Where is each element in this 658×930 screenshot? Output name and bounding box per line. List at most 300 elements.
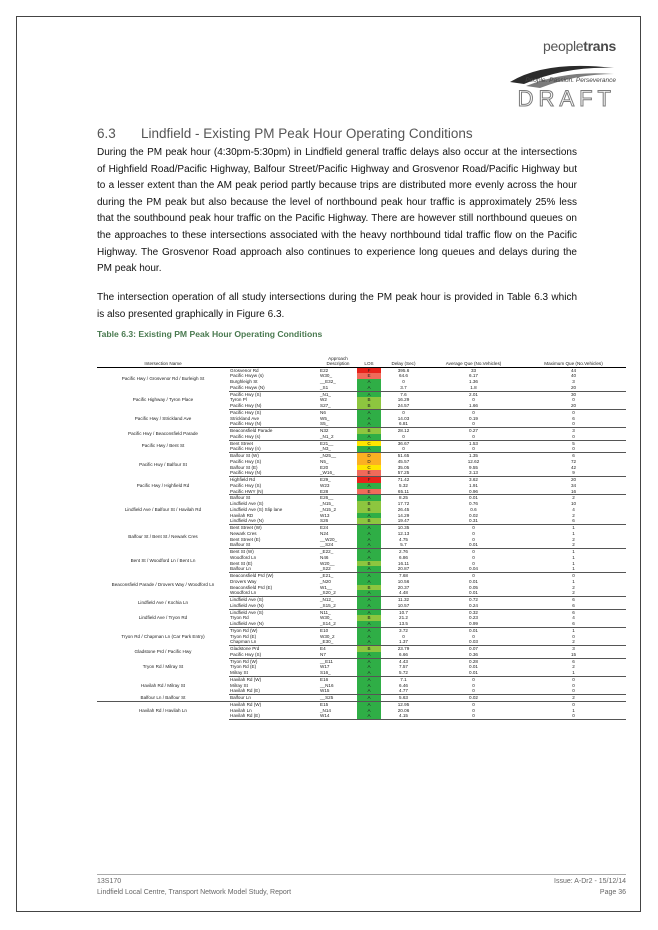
intersection-name: Havilah Rd / Milray St xyxy=(140,682,186,688)
delay-value: 6.81 xyxy=(381,421,426,427)
avg-queue-value: 1.53 xyxy=(469,440,478,446)
intersection-group xyxy=(97,525,626,549)
delay-value: 7.6 xyxy=(400,391,407,397)
approach-code: W17 xyxy=(320,664,330,670)
intersection-name: Bent St / Woodford Ln / Bent Ln xyxy=(130,557,196,563)
intersection-name: Balfour Ln / Balfour St xyxy=(97,695,229,702)
delay-value: 45.57 xyxy=(397,458,410,464)
max-queue-value: 0 xyxy=(572,682,575,688)
approach-code: W14 xyxy=(319,713,357,719)
approach-name: Woodford Ln xyxy=(230,554,257,560)
max-queue-value: 6 xyxy=(572,658,575,664)
approach-code: W15 xyxy=(319,688,357,694)
intersection-group xyxy=(97,549,626,573)
los-cell: A xyxy=(357,531,381,537)
max-queue-value: 0 xyxy=(521,421,626,427)
max-queue-value: 2 xyxy=(572,512,575,518)
avg-queue-value: 3.13 xyxy=(426,470,521,476)
los-cell: A xyxy=(357,676,381,682)
intersection-group xyxy=(97,701,626,719)
approach-code: _W16_ xyxy=(319,470,357,476)
avg-queue-value: 0 xyxy=(426,688,521,694)
intersection-name: Pacific Highway / Tyron Place xyxy=(132,397,194,403)
max-queue-value: 10 xyxy=(570,501,577,507)
approach-code: __E32_ xyxy=(320,379,336,385)
approach-name: Tryon Rd (W) xyxy=(230,658,258,664)
approach-name: Havilah RD xyxy=(230,512,254,518)
avg-queue-value: 0.04 xyxy=(426,566,521,572)
delay-value: 64.6 xyxy=(399,373,408,379)
approach-code: N46 xyxy=(320,554,329,560)
delay-value: 12.95 xyxy=(397,701,410,707)
avg-queue-value: 0.23 xyxy=(469,615,478,621)
max-queue-value: 16 xyxy=(521,489,626,495)
approach-name: Pacific Hwy (S) xyxy=(230,458,262,464)
los-cell: B xyxy=(357,397,381,403)
avg-queue-value: 0.28 xyxy=(469,658,478,664)
los-cell: A xyxy=(357,434,381,440)
delay-value: 36.67 xyxy=(397,440,410,446)
approach-name: Tryon Rd xyxy=(230,615,249,621)
delay-value: 17.72 xyxy=(397,501,410,507)
approach-name: Pacific Hwy (N) xyxy=(229,403,319,409)
los-cell: B xyxy=(357,403,381,409)
avg-queue-value: 0 xyxy=(426,713,521,719)
delay-value: 14.29 xyxy=(397,512,410,518)
avg-queue-value: 1.36 xyxy=(469,379,478,385)
los-cell: B xyxy=(357,646,381,652)
avg-queue-value: 0 xyxy=(472,549,475,555)
max-queue-value: 34 xyxy=(570,482,577,488)
delay-value: 10.56 xyxy=(397,578,410,584)
delay-value: 57.25 xyxy=(381,470,426,476)
header-delay: Delay (Sec) xyxy=(381,343,426,367)
los-cell: A xyxy=(357,495,381,501)
avg-queue-value: 0.32 xyxy=(469,609,478,615)
intersection-group xyxy=(97,477,626,495)
intersection-name: Lindfield Ave / Tryon Rd xyxy=(138,615,188,621)
los-cell: A xyxy=(357,590,381,596)
section-number: 6.3 xyxy=(97,126,116,141)
approach-code: _N15_ xyxy=(320,501,334,507)
delay-value: 4.43 xyxy=(399,658,408,664)
approach-code: N11_ xyxy=(320,609,331,615)
approach-code: E24 xyxy=(320,525,329,531)
approach-code: W2 xyxy=(320,397,327,403)
los-cell: C xyxy=(357,440,381,446)
approach-code: _S20_2 xyxy=(319,590,357,596)
los-cell: B xyxy=(357,615,381,621)
max-queue-value: 1 xyxy=(572,530,575,536)
max-queue-value: 0 xyxy=(521,434,626,440)
avg-queue-value: 0.27 xyxy=(469,428,478,434)
avg-queue-value: 12.62 xyxy=(467,458,480,464)
delay-value: 10.35 xyxy=(397,525,410,531)
avg-queue-value: 0 xyxy=(472,409,475,415)
los-cell: A xyxy=(357,664,381,670)
footer-report-title: Lindfield Local Centre, Transport Network Model Study, Report xyxy=(97,889,292,896)
avg-queue-value: 0 xyxy=(472,397,475,403)
los-cell: A xyxy=(357,379,381,385)
approach-name: Lindfield Ave (N) xyxy=(229,603,319,609)
max-queue-value: 0 xyxy=(572,676,575,682)
approach-name: Pacific Hwyw (s) xyxy=(230,373,264,379)
delay-value: 5.32 xyxy=(399,482,408,488)
avg-queue-value: 0 xyxy=(426,434,521,440)
approach-name: Tryon Rd (W) xyxy=(230,627,258,633)
los-cell: B xyxy=(357,561,381,567)
approach-name: Grosvenor Rd xyxy=(230,367,259,373)
delay-value: 3.7 xyxy=(381,385,426,391)
body-paragraph: The intersection operation of all study intersections during the PM peak hour is provided in Table 6.3 which is also presented graphically in Figure 6.3. xyxy=(97,292,577,320)
delay-value: 20.87 xyxy=(381,566,426,572)
delay-value: 7.57 xyxy=(399,664,408,670)
max-queue-value: 40 xyxy=(570,373,577,379)
los-cell: E xyxy=(357,489,381,495)
footer-divider xyxy=(97,874,626,875)
max-queue-value: 2 xyxy=(572,664,575,670)
intersection-group xyxy=(97,627,626,645)
approach-code: _N1_ xyxy=(320,391,331,397)
approach-name: Tyron Pl xyxy=(230,397,247,403)
los-cell: A xyxy=(357,621,381,627)
max-queue-value: 6 xyxy=(521,603,626,609)
approach-name: Beaconsfield Prd (E) xyxy=(230,584,273,590)
approach-code: _N25__ xyxy=(320,453,337,459)
avg-queue-value: 0.01 xyxy=(469,664,478,670)
header-avg-queue: Average Que (No.Vehicles) xyxy=(426,343,521,367)
approach-name: Havilah Rd (W) xyxy=(230,701,262,707)
approach-name: Milray St xyxy=(230,682,248,688)
approach-code: E20 xyxy=(320,464,329,470)
table-caption: Table 6.3: Existing PM Peak Hour Operating Conditions xyxy=(97,329,323,339)
max-queue-value: 0 xyxy=(572,573,575,579)
avg-queue-value: 0 xyxy=(472,536,475,542)
delay-value: 5.7 xyxy=(381,542,426,548)
intersection-group xyxy=(97,676,626,694)
section-heading xyxy=(97,126,473,141)
los-cell: A xyxy=(357,713,381,719)
intersection-group xyxy=(97,597,626,610)
avg-queue-value: 0.6 xyxy=(470,506,477,512)
approach-code: E15 xyxy=(320,701,329,707)
approach-name: Pacific Hwy (s) xyxy=(229,434,319,440)
avg-queue-value: 0.05 xyxy=(469,584,478,590)
delay-value: 65.11 xyxy=(381,489,426,495)
avg-queue-value: 0.01 xyxy=(426,670,521,676)
approach-code: _N20 xyxy=(320,578,331,584)
max-queue-value: 1 xyxy=(521,566,626,572)
avg-queue-value: 0 xyxy=(472,633,475,639)
logo-wordmark: peopletrans xyxy=(543,38,616,54)
approach-name: Havilah Ln xyxy=(230,707,252,713)
intersection-name: Tryon Rd / Milray St xyxy=(142,664,184,670)
avg-queue-value: 0.01 xyxy=(426,590,521,596)
avg-queue-value: 6.17 xyxy=(469,373,478,379)
delay-value: 10.7 xyxy=(399,609,408,615)
approach-name: Balfour Ln xyxy=(229,566,319,572)
los-cell: A xyxy=(357,391,381,397)
intersection-name: Beaconsfield Parade / Drovers Way / Woodford Ln xyxy=(111,581,215,587)
max-queue-value: 2 xyxy=(572,536,575,542)
max-queue-value: 4 xyxy=(572,506,575,512)
delay-value: 16.29 xyxy=(397,397,410,403)
max-queue-value: 2 xyxy=(521,542,626,548)
approach-name: Lindfield Ave (N) xyxy=(229,518,319,524)
section-title: Lindfield - Existing PM Peak Hour Operating Conditions xyxy=(141,126,473,141)
approach-code: _S22 xyxy=(319,566,357,572)
delay-value: 6.66 xyxy=(381,652,426,658)
intersection-group xyxy=(97,428,626,441)
max-queue-value: 2 xyxy=(521,639,626,645)
delay-value: 26.45 xyxy=(397,506,410,512)
approach-code: N5_ xyxy=(320,458,329,464)
delay-value: 5.72 xyxy=(381,670,426,676)
delay-value: 13.5 xyxy=(381,621,426,627)
intersection-name: Havilah Rd / Havilah Ln xyxy=(138,707,187,713)
approach-name: Tryon Rd (E) xyxy=(230,633,257,639)
avg-queue-value: 0.03 xyxy=(426,639,521,645)
approach-code: _N1_2 xyxy=(319,434,357,440)
header-approach: Approach Description xyxy=(319,343,357,367)
avg-queue-value: 0 xyxy=(472,682,475,688)
approach-code: N7 xyxy=(319,652,357,658)
approach-name: Milray St xyxy=(229,670,319,676)
los-cell: A xyxy=(357,695,381,702)
avg-queue-value: 33 xyxy=(470,367,477,373)
avg-queue-value: 1.91 xyxy=(469,482,478,488)
approach-code: W1__ xyxy=(320,584,333,590)
los-cell: A xyxy=(357,566,381,572)
max-queue-value: 1 xyxy=(521,670,626,676)
max-queue-value: 2 xyxy=(521,695,626,702)
approach-name: Highfield Rd xyxy=(230,477,256,483)
los-cell: A xyxy=(357,603,381,609)
footer-issue: Issue: A-Dr2 - 15/12/14 xyxy=(554,878,626,885)
delay-value: 4.15 xyxy=(381,713,426,719)
approach-name: Balfour St (W) xyxy=(230,453,259,459)
delay-value: 16.11 xyxy=(397,560,410,566)
max-queue-value: 1 xyxy=(572,560,575,566)
intersection-name: Balfour St / Bent St / Newark Cres xyxy=(128,533,198,539)
approach-name: Pacific Hwy (N) xyxy=(229,470,319,476)
avg-queue-value: 0.19 xyxy=(469,415,478,421)
los-cell: C xyxy=(357,465,381,471)
los-cell: A xyxy=(357,688,381,694)
footer-project-code: 13S170 xyxy=(97,878,122,885)
approach-code: E22 xyxy=(320,367,329,373)
delay-value: 11.32 xyxy=(397,597,410,603)
approach-name: Pacific Hwy (S) xyxy=(230,391,262,397)
approach-name: Balfour St xyxy=(230,495,251,501)
avg-queue-value: 0.01 xyxy=(469,495,478,501)
max-queue-value: 6 xyxy=(521,518,626,524)
max-queue-value: 20 xyxy=(570,477,577,483)
approach-name: Bent St (E) xyxy=(230,560,253,566)
avg-queue-value: 0 xyxy=(426,446,521,452)
max-queue-value: 0 xyxy=(521,713,626,719)
los-cell: A xyxy=(357,525,381,531)
max-queue-value: 6 xyxy=(572,597,575,603)
max-queue-value: 0 xyxy=(572,397,575,403)
intersection-group xyxy=(97,609,626,627)
approach-name: Tryon Rd (E) xyxy=(230,664,257,670)
avg-queue-value: 1.35 xyxy=(469,453,478,459)
intersection-group xyxy=(97,391,626,409)
approach-name: Balfour St (E) xyxy=(230,464,258,470)
max-queue-value: 44 xyxy=(570,367,577,373)
approach-name: Lindfield Ave (S) xyxy=(230,597,264,603)
delay-value: 6.86 xyxy=(399,554,408,560)
approach-name: Havilah Rd (E) xyxy=(229,713,319,719)
avg-queue-value: 9.55 xyxy=(469,464,478,470)
delay-value: 20.06 xyxy=(397,707,410,713)
avg-queue-value: 0.36 xyxy=(426,652,521,658)
approach-code: _E30_ xyxy=(319,639,357,645)
los-cell: F xyxy=(357,477,381,483)
max-queue-value: 1 xyxy=(572,554,575,560)
max-queue-value: 2 xyxy=(572,584,575,590)
delay-value: 7.1 xyxy=(400,676,407,682)
los-cell: A xyxy=(357,683,381,689)
approach-name: Gladstone Prd xyxy=(230,646,260,652)
los-cell: A xyxy=(357,409,381,415)
avg-queue-value: 1.66 xyxy=(426,403,521,409)
avg-queue-value: 0.72 xyxy=(469,597,478,603)
delay-value: 19.47 xyxy=(381,518,426,524)
los-cell: A xyxy=(357,639,381,645)
avg-queue-value: 0.01 xyxy=(426,542,521,548)
max-queue-value: 0 xyxy=(572,409,575,415)
max-queue-value: 2 xyxy=(572,495,575,501)
los-cell: A xyxy=(357,652,381,658)
intersection-name: Pacific Hwy / Grosvenor Rd / Burleigh St xyxy=(121,376,205,382)
los-cell: A xyxy=(357,658,381,664)
max-queue-value: 6 xyxy=(572,609,575,615)
delay-value: 7.68 xyxy=(399,573,408,579)
approach-code: _S14_2 xyxy=(319,621,357,627)
approach-name: Havilah Rd (W) xyxy=(230,676,262,682)
los-cell: A xyxy=(357,513,381,519)
avg-queue-value: 0 xyxy=(472,560,475,566)
los-cell: A xyxy=(357,537,381,543)
avg-queue-value: 1.8 xyxy=(426,385,521,391)
los-cell: A xyxy=(357,609,381,615)
approach-code: _S15_2 xyxy=(319,603,357,609)
header-intersection: Intersection Name xyxy=(97,343,229,367)
approach-code: __S24 xyxy=(319,542,357,548)
delay-value: 71.42 xyxy=(397,477,410,483)
los-cell: D xyxy=(357,459,381,465)
approach-code: S5_ xyxy=(319,421,357,427)
delay-value: 0 xyxy=(402,379,405,385)
los-cell: A xyxy=(357,627,381,633)
delay-value: 23.79 xyxy=(397,646,410,652)
max-queue-value: 4 xyxy=(572,615,575,621)
approach-code: E21__ xyxy=(320,440,334,446)
footer-page-number: Page 36 xyxy=(599,889,626,896)
approach-code: _N12_ xyxy=(320,597,334,603)
delay-value: 0 xyxy=(381,446,426,452)
delay-value: 28.12 xyxy=(397,428,410,434)
los-cell: A xyxy=(357,579,381,585)
approach-name: Beaconsfield Prd (W) xyxy=(230,573,274,579)
max-queue-value: 9 xyxy=(521,470,626,476)
delay-value: 51.65 xyxy=(397,453,410,459)
delay-value: 4.75 xyxy=(399,536,408,542)
delay-value: 8.25 xyxy=(399,495,408,501)
max-queue-value: 6 xyxy=(572,415,575,421)
los-cell: A xyxy=(357,483,381,489)
approach-name: Havilah Rd (E) xyxy=(229,688,319,694)
approach-code: E16 xyxy=(320,676,329,682)
approach-name: Pacific Hwy (S) xyxy=(229,652,319,658)
operating-conditions-table xyxy=(97,343,626,720)
delay-value: 24.57 xyxy=(381,403,426,409)
approach-name: Lindfield Ave (S) xyxy=(230,609,264,615)
avg-queue-value: 0.07 xyxy=(469,646,478,652)
avg-queue-value: 0.99 xyxy=(426,621,521,627)
avg-queue-value: 0.96 xyxy=(426,489,521,495)
avg-queue-value: 0 xyxy=(472,707,475,713)
delay-value: 4.48 xyxy=(381,590,426,596)
los-cell: A xyxy=(357,385,381,391)
max-queue-value: 20 xyxy=(521,403,626,409)
delay-value: 4.77 xyxy=(381,688,426,694)
los-cell: A xyxy=(357,634,381,640)
max-queue-value: 3 xyxy=(572,428,575,434)
approach-code: __E11 xyxy=(320,658,333,664)
approach-code: N24 xyxy=(320,530,329,536)
approach-name: Pacific HWY (N) xyxy=(229,489,319,495)
max-queue-value: 3 xyxy=(572,379,575,385)
approach-code: __W20_ xyxy=(320,536,338,542)
draft-watermark: DRAFT xyxy=(517,86,616,111)
max-queue-value: 6 xyxy=(572,453,575,459)
approach-name: Chapman Ln xyxy=(229,639,319,645)
logo-tagline: People. Passion. Perseverance xyxy=(525,77,616,84)
los-cell: B xyxy=(357,428,381,434)
intersection-name: Pacific Hwy / Strickland Ave xyxy=(134,415,192,421)
approach-code: _N14 xyxy=(320,707,331,713)
los-cell: A xyxy=(357,421,381,427)
avg-queue-value: 0.02 xyxy=(469,512,478,518)
approach-code: E4 xyxy=(320,646,326,652)
los-cell: E xyxy=(357,470,381,476)
delay-value: 395.6 xyxy=(397,367,410,373)
avg-queue-value: 0.02 xyxy=(426,695,521,702)
avg-queue-value: 0.76 xyxy=(469,501,478,507)
intersection-name: Pacific Hwy / Highfield Rd xyxy=(136,482,190,488)
avg-queue-value: 0 xyxy=(472,676,475,682)
approach-name: Bent Street xyxy=(230,440,253,446)
delay-value: 20.37 xyxy=(397,584,410,590)
table-row xyxy=(97,695,626,702)
delay-value: 6.46 xyxy=(399,682,408,688)
max-queue-value: 1 xyxy=(572,707,575,713)
max-queue-value: 1 xyxy=(572,549,575,555)
delay-value: 0 xyxy=(402,409,405,415)
approach-code: W13 xyxy=(320,512,330,518)
intersection-group xyxy=(97,495,626,525)
approach-name: Lindfield Ave (S) xyxy=(230,501,264,507)
approach-name: Pacific Hwy (N) xyxy=(229,421,319,427)
approach-code: E29_ xyxy=(320,477,331,483)
avg-queue-value: 0 xyxy=(472,554,475,560)
intersection-group xyxy=(97,367,626,391)
approach-code: W23 xyxy=(320,482,330,488)
los-cell: B xyxy=(357,585,381,591)
